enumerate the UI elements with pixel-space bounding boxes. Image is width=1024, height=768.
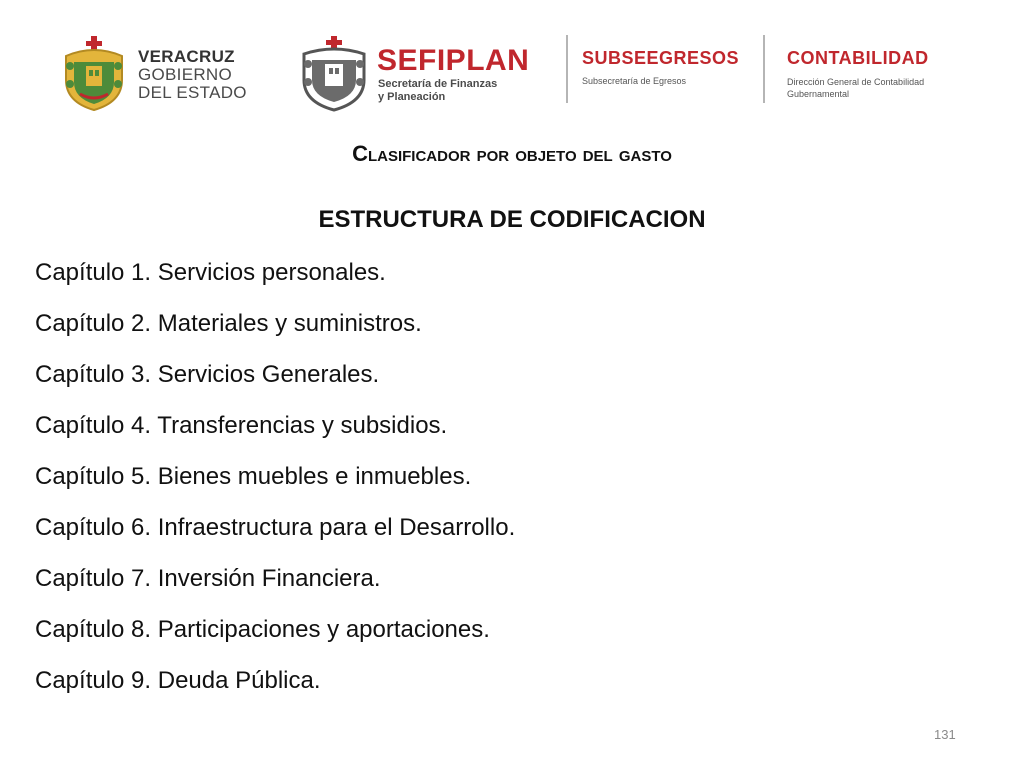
page-number: 131 [934, 727, 956, 742]
chapter-item: Capítulo 1. Servicios personales. [35, 259, 386, 286]
header-logos [0, 0, 1024, 130]
veracruz-wordmark [138, 48, 247, 102]
subseegresos-desc: Subsecretaría de Egresos [582, 76, 687, 86]
contabilidad-desc [787, 76, 967, 100]
chapter-item: Capítulo 5. Bienes muebles e inmuebles. [35, 463, 472, 490]
veracruz-line3: DEL ESTADO [138, 83, 247, 102]
header-divider [566, 35, 568, 103]
chapter-item: Capítulo 8. Participaciones y aportaciones. [35, 616, 490, 643]
sefiplan-sub2: y Planeación [378, 91, 446, 103]
page-title: Clasificador por objeto del gasto [352, 141, 672, 166]
chapter-item: Capítulo 6. Infraestructura para el Desarrollo. [35, 514, 516, 541]
chapter-item: Capítulo 9. Deuda Pública. [35, 667, 321, 694]
chapter-item: Capítulo 4. Transferencias y subsidios. [35, 412, 448, 439]
chapter-item: Capítulo 3. Servicios Generales. [35, 361, 380, 388]
subseegresos-title: SUBSEEGRESOS [582, 48, 740, 68]
contabilidad-desc2: Gubernamental [787, 89, 850, 99]
sefiplan-sub1: Secretaría de Finanzas [378, 78, 498, 90]
veracruz-line1: VERACRUZ [138, 47, 235, 66]
veracruz-line2: GOBIERNO [138, 65, 233, 84]
chapter-item: Capítulo 2. Materiales y suministros. [35, 310, 422, 337]
page-subtitle: ESTRUCTURA DE CODIFICACION [318, 206, 706, 233]
contabilidad-desc1: Dirección General de Contabilidad [787, 77, 925, 87]
contabilidad-title: CONTABILIDAD [787, 48, 929, 68]
sefiplan-name: SEFIPLAN [377, 44, 530, 77]
chapter-list [35, 256, 515, 715]
sefiplan-seal-icon [298, 36, 370, 112]
chapter-item: Capítulo 7. Inversión Financiera. [35, 565, 381, 592]
header-divider [763, 35, 765, 103]
veracruz-seal-icon [60, 36, 128, 112]
sefiplan-subtitle [378, 78, 497, 104]
